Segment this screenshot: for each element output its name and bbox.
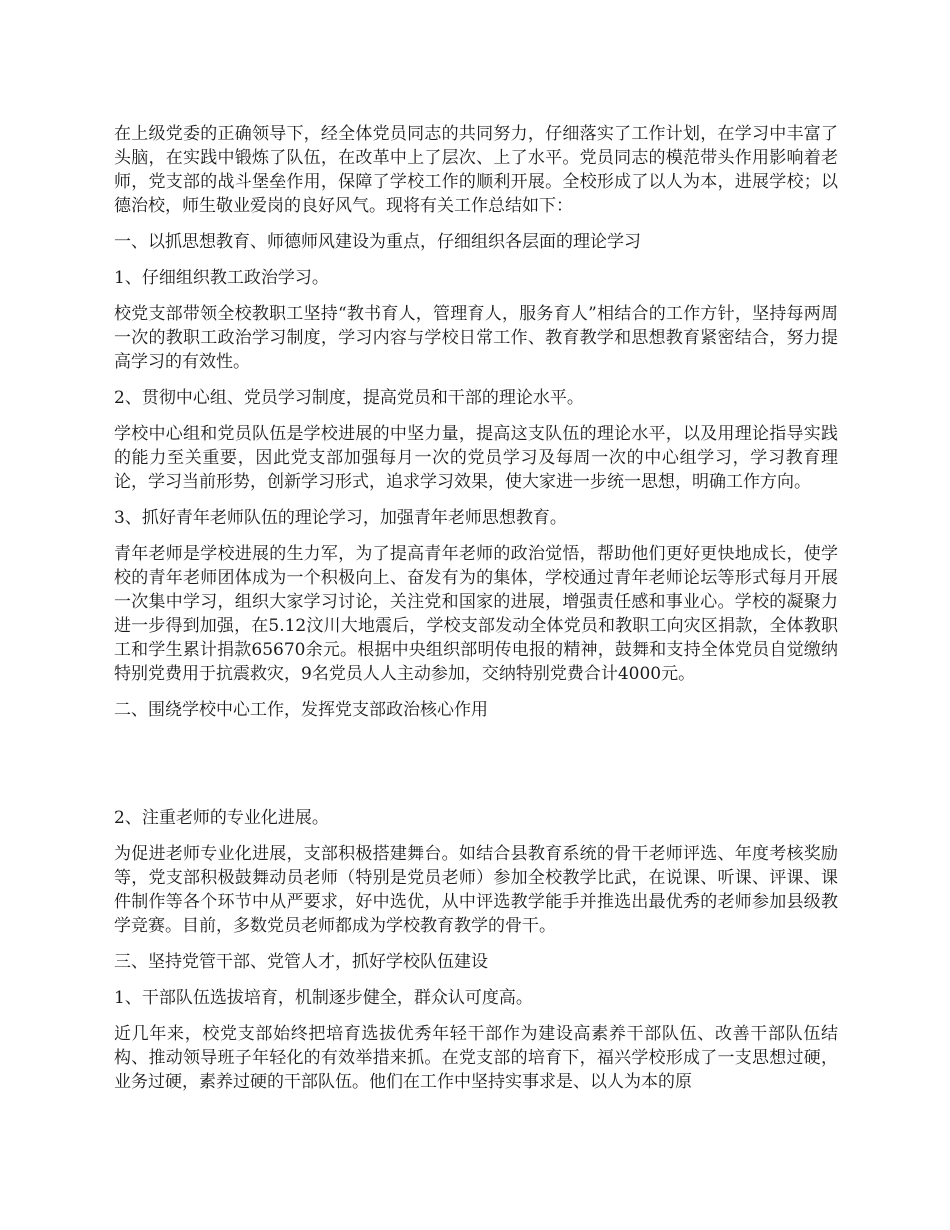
section-heading-1: 一、以抓思想教育、师德师风建设为重点，仔细组织各层面的理论学习 <box>114 232 641 252</box>
intro-paragraph: 在上级党委的正确领导下，经全体党员同志的共同努力，仔细落实了工作计划，在学习中丰富了头脑，在实践中锻炼了队伍，在改革中上了层次、上了水平。党员同志的模范带头作用影响着老师，党支部的战斗堡垒作用，保障了学校工作的顺利开展。全校形成了以人为本，进展学校；以德治校，师生敬业爱岗的良好风气。现将有关工作总结如下： <box>114 124 838 216</box>
body-paragraph: 校党支部带领全校教职工坚持“教书育人，管理育人，服务育人”相结合的工作方针，坚持每两周一次的教职工政治学习制度，学习内容与学校日常工作、教育教学和思想教育紧密结合，努力提高学习的有效性。 <box>114 304 838 372</box>
subheading-1-1: 1、仔细组织教工政治学习。 <box>114 268 329 288</box>
subheading-1-3: 3、抓好青年老师队伍的理论学习，加强青年老师思想教育。 <box>114 508 567 528</box>
section-heading-2: 二、围绕学校中心工作，发挥党支部政治核心作用 <box>114 700 488 720</box>
body-paragraph: 近几年来，校党支部始终把培育选拔优秀年轻干部作为建设高素养干部队伍、改善干部队伍结构、推动领导班子年轻化的有效举措来抓。在党支部的培育下，福兴学校形成了一支思想过硬，业务过硬，素养过硬的干部队伍。他们在工作中坚持实事求是、以人为本的原 <box>114 1024 838 1092</box>
body-paragraph: 青年老师是学校进展的生力军，为了提高青年老师的政治觉悟，帮助他们更好更快地成长，使学校的青年老师团体成为一个积极向上、奋发有为的集体，学校通过青年老师论坛等形式每月开展一次集中学习，组织大家学习讨论，关注党和国家的进展，增强责任感和事业心。学校的凝聚力进一步得到加强，在5.12汶川大地震后，学校支部发动全体党员和教职工向灾区捐款，全体教职工和学生累计捐款65670余元。根据中央组织部明传电报的精神，鼓舞和支持全体党员自觉缴纳特别党费用于抗震救灾，9名党员人人主动参加，交纳特别党费合计4000元。 <box>114 544 838 684</box>
document-body <box>114 122 838 1106</box>
section-heading-3: 三、坚持党管干部、党管人才，抓好学校队伍建设 <box>114 952 488 972</box>
body-paragraph: 学校中心组和党员队伍是学校进展的中坚力量，提高这支队伍的理论水平，以及用理论指导实践的能力至关重要，因此党支部加强每月一次的党员学习及每周一次的中心组学习，学习教育理论，学习当前形势，创新学习形式，追求学习效果，使大家进一步统一思想，明确工作方向。 <box>114 424 838 492</box>
blank-gap <box>114 734 838 794</box>
subheading-1-2: 2、贯彻中心组、党员学习制度，提高党员和干部的理论水平。 <box>114 388 584 408</box>
body-paragraph: 为促进老师专业化进展，支部积极搭建舞台。如结合县教育系统的骨干老师评选、年度考核奖励等，党支部积极鼓舞动员老师（特别是党员老师）参加全校教学比武，在说课、听课、评课、课件制作等各个环节中从严要求，好中选优，从中评选教学能手并推选出最优秀的老师参加县级教学竞赛。目前，多数党员老师都成为学校教育教学的骨干。 <box>114 844 838 936</box>
subheading-2-2: 2、注重老师的专业化进展。 <box>114 808 329 828</box>
subheading-3-1: 1、干部队伍选拔培育，机制逐步健全，群众认可度高。 <box>114 988 533 1008</box>
